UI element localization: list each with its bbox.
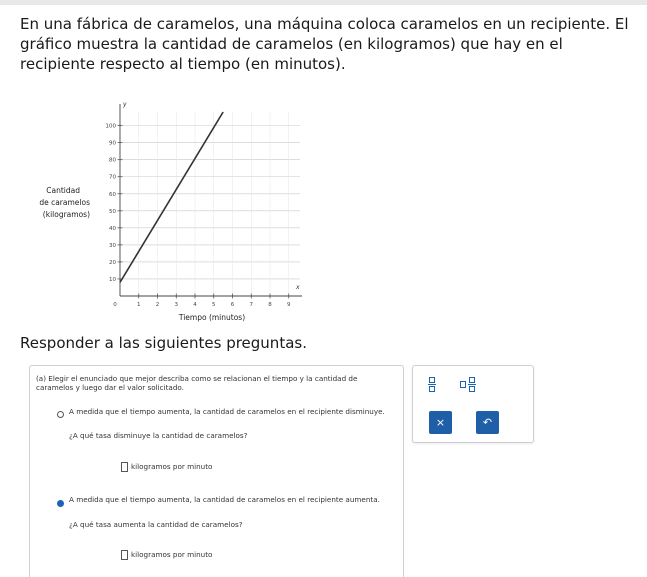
y-tick-label: 40	[109, 225, 116, 232]
chart-axes	[113, 101, 302, 308]
increase-rate-unit: kilogramos por minuto	[131, 550, 213, 559]
option-decrease-statement[interactable]: A medida que el tiempo aumenta, la cantidad de caramelos en el recipiente disminuye.	[69, 407, 385, 416]
mixed-number-icon	[460, 377, 476, 392]
questions-title: Responder a las siguientes preguntas.	[20, 334, 307, 352]
decrease-rate-input[interactable]	[121, 462, 128, 472]
option-decrease-followup: ¿A qué tasa disminuye la cantidad de caramelos?	[69, 431, 248, 440]
chart-grid	[120, 112, 300, 296]
x-tick-label: 5	[212, 302, 216, 308]
fraction-icon	[428, 377, 436, 392]
problem-statement: En una fábrica de caramelos, una máquina coloca caramelos en un recipiente. El gráfico muestra la cantidad de caramelos (en kilogramos) que hay en el recipiente respecto al tiempo (en minutos).	[20, 15, 629, 73]
option-increase-radio[interactable]	[57, 500, 64, 507]
decrease-rate-unit: kilogramos por minuto	[131, 462, 213, 471]
option-decrease-answer	[121, 461, 212, 472]
y-axis-label-line: de caramelos	[39, 198, 90, 207]
y-tick-label: 30	[109, 242, 116, 249]
fraction-button[interactable]	[425, 374, 439, 394]
x-tick-label: 2	[155, 302, 160, 308]
clear-button[interactable]: ×	[429, 411, 452, 434]
top-bar	[0, 0, 647, 5]
y-tick-label: 100	[105, 123, 116, 130]
x-tick-label: 6	[230, 302, 235, 308]
x-tick-label: 4	[193, 302, 197, 308]
y-tick-label: 80	[109, 157, 116, 164]
x-tick-label: 7	[249, 302, 253, 308]
undo-button[interactable]: ↶	[476, 411, 499, 434]
option-increase-statement[interactable]: A medida que el tiempo aumenta, la cantidad de caramelos en el recipiente aumenta.	[69, 495, 380, 504]
math-toolbox	[412, 365, 534, 443]
question-box	[29, 365, 404, 577]
mixed-number-button[interactable]	[457, 374, 479, 394]
y-axis-symbol: y	[123, 101, 127, 108]
x-axis-label: Tiempo (minutos)	[178, 313, 246, 322]
y-tick-label: 90	[109, 140, 116, 147]
chart	[18, 98, 308, 323]
y-tick-label: 60	[109, 191, 116, 198]
option-increase-followup: ¿A qué tasa aumenta la cantidad de caramelos?	[69, 520, 243, 529]
option-increase-answer	[121, 549, 212, 560]
x-tick-label: 1	[137, 302, 141, 308]
y-axis-label-line: Cantidad	[46, 186, 80, 195]
option-decrease-radio[interactable]	[57, 411, 64, 418]
y-tick-label: 50	[109, 208, 116, 215]
x-tick-label: 9	[287, 302, 291, 308]
y-tick-label: 20	[109, 259, 116, 266]
x-tick-label: 3	[174, 302, 178, 308]
increase-rate-input[interactable]	[121, 550, 128, 560]
y-axis-label-line: (kilogramos)	[42, 210, 90, 219]
series-line	[120, 112, 223, 282]
y-tick-label: 70	[109, 174, 116, 181]
x-tick-label: 8	[268, 302, 272, 308]
part-a-intro: (a) Elegir el enunciado que mejor describa como se relacionan el tiempo y la cantidad de caramelos y luego dar el valor solicitado.	[36, 374, 358, 392]
x-axis-symbol: x	[296, 284, 300, 291]
chart-ticks	[106, 124, 292, 308]
origin-label: 0	[113, 302, 117, 308]
y-tick-label: 10	[109, 276, 116, 283]
chart-series	[120, 112, 223, 282]
